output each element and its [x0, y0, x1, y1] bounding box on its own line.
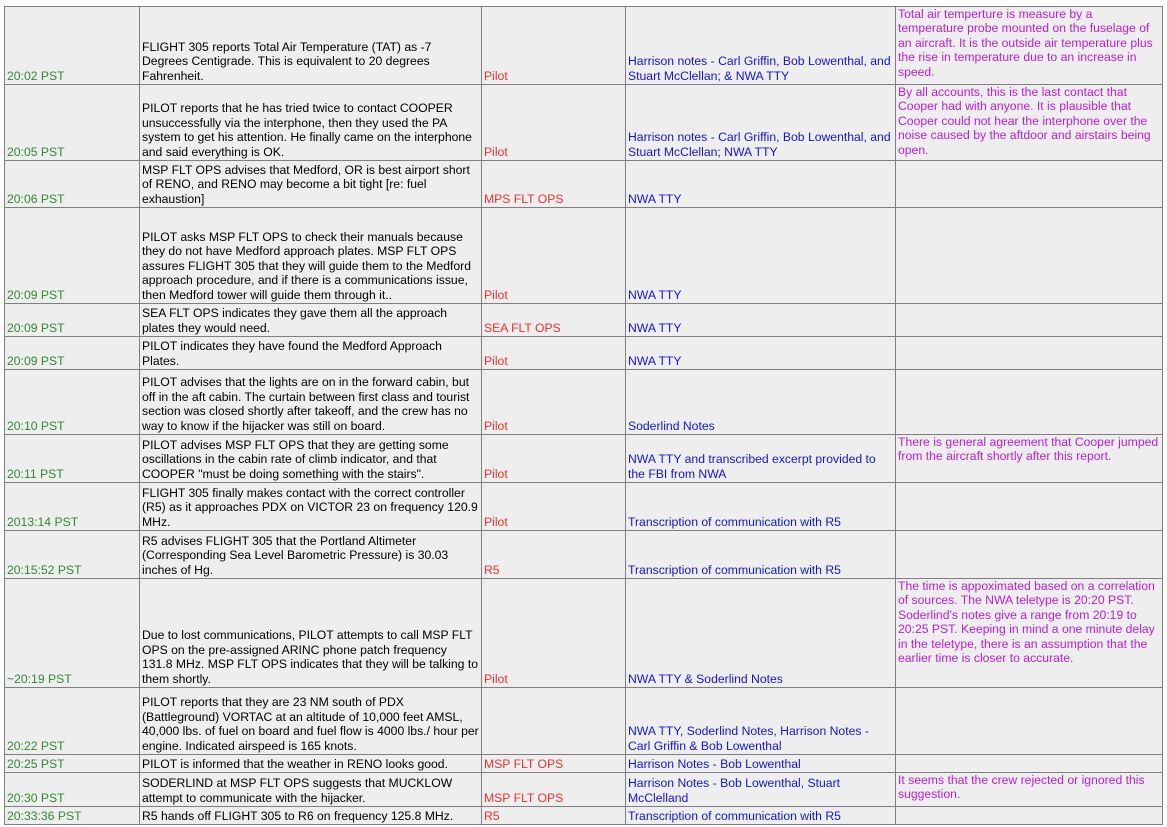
time-cell: 20:06 PST [5, 161, 140, 208]
description-cell: R5 advises FLIGHT 305 that the Portland Altimeter (Corresponding Sea Level Barometric Pressure) is 30.03 inches of Hg. [140, 531, 482, 579]
source-cell: SEA FLT OPS [482, 304, 626, 337]
reference-cell: NWA TTY [626, 161, 896, 208]
table-row [5, 208, 1163, 304]
table-row [5, 85, 1163, 161]
source-cell: R5 [482, 531, 626, 579]
description-cell: SODERLIND at MSP FLT OPS suggests that MUCKLOW attempt to communicate with the hijacker. [140, 773, 482, 807]
note-cell [896, 370, 1163, 435]
description-cell: PILOT asks MSP FLT OPS to check their manuals because they do not have Medford approach plates. MSP FLT OPS assures FLIGHT 305 that they will guide them to the Medford approach procedure, and if there is a communications issue, then Medford tower will guide them through it.. [140, 208, 482, 304]
table-row [5, 337, 1163, 370]
note-cell [896, 337, 1163, 370]
description-cell: PILOT advises MSP FLT OPS that they are getting some oscillations in the cabin rate of climb indicator, and that COOPER "must be doing something with the stairs". [140, 435, 482, 483]
reference-cell: Transcription of communication with R5 [626, 531, 896, 579]
description-cell: PILOT advises that the lights are on in the forward cabin, but off in the aft cabin. The curtain between first class and tourist section was closed shortly after takeoff, and the crew has no way to know if the hijacker was still on board. [140, 370, 482, 435]
time-cell: 20:09 PST [5, 208, 140, 304]
reference-cell: Transcription of communication with R5 [626, 807, 896, 825]
table-row [5, 161, 1163, 208]
note-cell [896, 483, 1163, 531]
source-cell: MSP FLT OPS [482, 755, 626, 773]
reference-cell: Soderlind Notes [626, 370, 896, 435]
description-cell: FLIGHT 305 reports Total Air Temperature (TAT) as -7 Degrees Centigrade. This is equivalent to 20 degrees Fahrenheit. [140, 7, 482, 85]
description-cell: MSP FLT OPS advises that Medford, OR is best airport short of RENO, and RENO may become a bit tight [re: fuel exhaustion] [140, 161, 482, 208]
description-cell: PILOT reports that he has tried twice to contact COOPER unsuccessfully via the interphone, then they used the PA system to get his attention. He finally came on the interphone and said everything is OK. [140, 85, 482, 161]
source-cell: Pilot [482, 483, 626, 531]
time-cell: 20:33:36 PST [5, 807, 140, 825]
reference-cell: Harrison Notes - Bob Lowenthal, Stuart McClelland [626, 773, 896, 807]
time-cell: 20:22 PST [5, 688, 140, 755]
table-row [5, 435, 1163, 483]
table-row [5, 579, 1163, 688]
table-row [5, 304, 1163, 337]
table-row [5, 531, 1163, 579]
source-cell: Pilot [482, 7, 626, 85]
note-cell [896, 208, 1163, 304]
reference-cell: Harrison notes - Carl Griffin, Bob Lowenthal, and Stuart McClellan; NWA TTY [626, 85, 896, 161]
note-cell [896, 755, 1163, 773]
table-row [5, 807, 1163, 825]
reference-cell: NWA TTY [626, 337, 896, 370]
time-cell: 20:25 PST [5, 755, 140, 773]
time-cell: 20:05 PST [5, 85, 140, 161]
source-cell: R5 [482, 807, 626, 825]
timeline-table-body [5, 7, 1163, 825]
reference-cell: Transcription of communication with R5 [626, 483, 896, 531]
table-row [5, 370, 1163, 435]
source-cell: Pilot [482, 85, 626, 161]
note-cell: The time is appoximated based on a correlation of sources. The NWA teletype is 20:20 PST. Soderlind's notes give a range from 20:19 to 20:25 PST. Keeping in mind a one minute delay in the teletype, there is an assumption that the earlier time is closer to accurate. [896, 579, 1163, 688]
note-cell [896, 531, 1163, 579]
time-cell: 20:09 PST [5, 337, 140, 370]
description-cell: PILOT is informed that the weather in RENO looks good. [140, 755, 482, 773]
table-row [5, 688, 1163, 755]
time-cell: 2013:14 PST [5, 483, 140, 531]
table-row [5, 755, 1163, 773]
note-cell [896, 161, 1163, 208]
description-cell: PILOT indicates they have found the Medford Approach Plates. [140, 337, 482, 370]
reference-cell: NWA TTY, Soderlind Notes, Harrison Notes - Carl Griffin & Bob Lowenthal [626, 688, 896, 755]
source-cell: Pilot [482, 337, 626, 370]
note-cell: By all accounts, this is the last contact that Cooper had with anyone. It is plausible that Cooper could not hear the interphone over the noise caused by the aftdoor and airstairs being open. [896, 85, 1163, 161]
note-cell: There is general agreement that Cooper jumped from the aircraft shortly after this report. [896, 435, 1163, 483]
reference-cell: Harrison notes - Carl Griffin, Bob Lowenthal, and Stuart McClellan; & NWA TTY [626, 7, 896, 85]
reference-cell: NWA TTY and transcribed excerpt provided to the FBI from NWA [626, 435, 896, 483]
source-cell: Pilot [482, 435, 626, 483]
source-cell [482, 688, 626, 755]
description-cell: SEA FLT OPS indicates they gave them all the approach plates they would need. [140, 304, 482, 337]
reference-cell: NWA TTY [626, 304, 896, 337]
table-row [5, 483, 1163, 531]
time-cell: 20:10 PST [5, 370, 140, 435]
description-cell: PILOT reports that they are 23 NM south of PDX (Battleground) VORTAC at an altitude of 10,000 feet AMSL, 40,000 lbs. of fuel on board and fuel flow is 4000 lbs./ hour per engine. Indicated airspeed is 165 knots. [140, 688, 482, 755]
note-cell: It seems that the crew rejected or ignored this suggestion. [896, 773, 1163, 807]
note-cell: Total air temperture is measure by a temperature probe mounted on the fuselage of an aircraft. It is the outside air temperature plus the rise in temperature due to an increase in speed. [896, 7, 1163, 85]
reference-cell: Harrison Notes - Bob Lowenthal [626, 755, 896, 773]
time-cell: 20:02 PST [5, 7, 140, 85]
note-cell [896, 807, 1163, 825]
reference-cell: NWA TTY & Soderlind Notes [626, 579, 896, 688]
time-cell: ~20:19 PST [5, 579, 140, 688]
description-cell: FLIGHT 305 finally makes contact with the correct controller (R5) as it approaches PDX on VICTOR 23 on frequency 120.9 MHz. [140, 483, 482, 531]
source-cell: Pilot [482, 208, 626, 304]
reference-cell: NWA TTY [626, 208, 896, 304]
note-cell [896, 688, 1163, 755]
timeline-table [4, 6, 1163, 825]
time-cell: 20:30 PST [5, 773, 140, 807]
source-cell: MPS FLT OPS [482, 161, 626, 208]
table-row [5, 7, 1163, 85]
table-row [5, 773, 1163, 807]
time-cell: 20:15:52 PST [5, 531, 140, 579]
note-cell [896, 304, 1163, 337]
source-cell: MSP FLT OPS [482, 773, 626, 807]
description-cell: R5 hands off FLIGHT 305 to R6 on frequency 125.8 MHz. [140, 807, 482, 825]
time-cell: 20:11 PST [5, 435, 140, 483]
time-cell: 20:09 PST [5, 304, 140, 337]
source-cell: Pilot [482, 579, 626, 688]
source-cell: Pilot [482, 370, 626, 435]
description-cell: Due to lost communications, PILOT attempts to call MSP FLT OPS on the pre-assigned ARINC phone patch frequency 131.8 MHz. MSP FLT OPS indicates that they will be talking to them shortly. [140, 579, 482, 688]
